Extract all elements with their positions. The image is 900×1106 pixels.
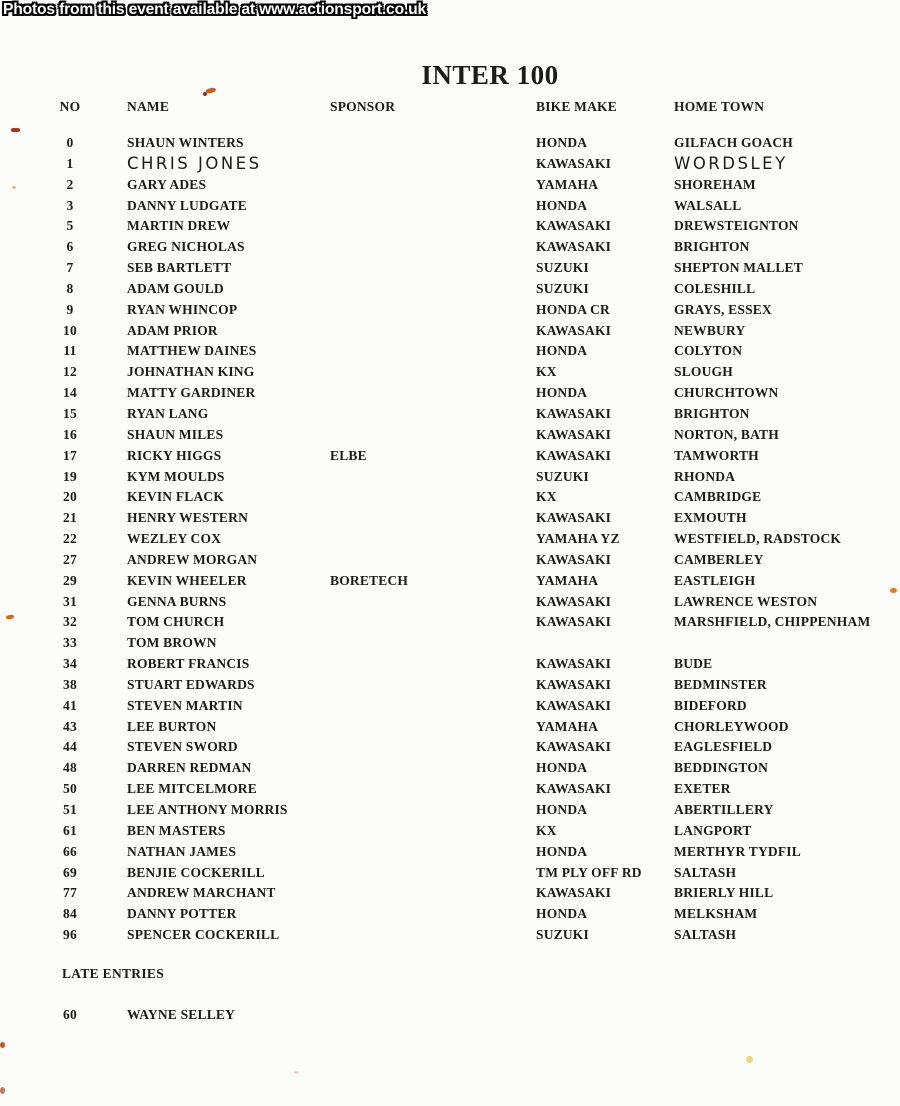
table-row	[0, 425, 900, 446]
cell-bike-make: KAWASAKI	[536, 239, 612, 255]
cell-home-town: CHORLEYWOOD	[674, 718, 789, 734]
cell-home-town: WESTFIELD, RADSTOCK	[674, 531, 842, 547]
table-row	[0, 779, 900, 800]
cell-bike-make: KAWASAKI	[536, 676, 612, 692]
cell-name: WEZLEY COX	[127, 531, 222, 547]
cell-name: HENRY WESTERN	[127, 510, 249, 526]
table-row	[0, 216, 900, 237]
cell-no: 33	[63, 635, 77, 651]
table-row	[0, 550, 900, 571]
cell-no: 0	[66, 135, 74, 150]
table-row	[0, 133, 900, 154]
cell-no: 96	[63, 927, 77, 943]
cell-bike-make: KAWASAKI	[536, 614, 612, 630]
cell-name: DARREN REDMAN	[127, 760, 252, 776]
col-header-name: NAME	[127, 99, 170, 114]
cell-bike-make: KAWASAKI	[536, 426, 612, 442]
cell-bike-make: YAMAHA	[536, 718, 599, 734]
table-row	[0, 592, 900, 613]
table-row	[0, 467, 900, 488]
table-row	[0, 883, 900, 904]
cell-no: 21	[63, 510, 77, 526]
cell-home-town: SHEPTON MALLET	[674, 260, 803, 276]
entries-table	[0, 133, 900, 946]
cell-name: JOHNATHAN KING	[127, 364, 255, 380]
cell-no: 43	[63, 718, 77, 734]
table-row	[0, 842, 900, 863]
cell-bike-make: KAWASAKI	[536, 593, 612, 609]
cell-no: 31	[63, 593, 77, 609]
cell-no: 84	[63, 906, 77, 922]
table-row	[0, 675, 900, 696]
cell-name: GREG NICHOLAS	[127, 239, 245, 255]
table-row	[0, 258, 900, 279]
cell-name: GARY ADES	[127, 176, 207, 192]
cell-no: 14	[63, 385, 77, 401]
table-row	[0, 508, 900, 529]
cell-home-town: SHOREHAM	[674, 176, 756, 192]
cell-home-town: WORDSLEY	[674, 153, 788, 173]
cell-no: 11	[63, 343, 77, 359]
table-row	[0, 362, 900, 383]
cell-home-town: SALTASH	[674, 864, 737, 880]
table-row	[0, 904, 900, 925]
cell-bike-make: KAWASAKI	[536, 551, 612, 567]
scan-speck	[11, 128, 20, 132]
scan-speck	[746, 1056, 753, 1063]
cell-no: 29	[63, 572, 77, 588]
cell-name: SEB BARTLETT	[127, 260, 232, 276]
cell-name: NATHAN JAMES	[127, 843, 237, 859]
cell-sponsor: ELBE	[330, 447, 367, 463]
cell-name: MATTHEW DAINES	[127, 343, 257, 359]
table-row	[0, 612, 900, 633]
scan-speck	[206, 87, 217, 94]
cell-home-town: SALTASH	[674, 927, 737, 943]
cell-no: 69	[63, 864, 77, 880]
table-row	[0, 487, 900, 508]
cell-home-town: EXMOUTH	[674, 510, 747, 526]
cell-name: MATTY GARDINER	[127, 385, 256, 401]
cell-name: GENNA BURNS	[127, 593, 227, 609]
cell-bike-make: KAWASAKI	[536, 510, 612, 526]
table-row	[0, 446, 900, 467]
cell-no: 41	[63, 697, 77, 713]
cell-name: BEN MASTERS	[127, 822, 226, 838]
scan-speck	[294, 1071, 299, 1074]
cell-name: BENJIE COCKERILL	[127, 864, 265, 880]
cell-home-town: EXETER	[674, 781, 731, 797]
cell-bike-make: SUZUKI	[536, 280, 589, 296]
table-row	[0, 571, 900, 592]
cell-no: 17	[63, 447, 77, 463]
cell-no: 50	[63, 781, 77, 797]
scan-speck	[203, 92, 207, 96]
table-row	[0, 279, 900, 300]
late-entries-table	[0, 1005, 900, 1026]
cell-home-town: BRIERLY HILL	[674, 885, 774, 901]
cell-no: 32	[63, 614, 77, 630]
table-row	[0, 800, 900, 821]
table-row	[0, 696, 900, 717]
table-row	[0, 529, 900, 550]
cell-name: STEVEN MARTIN	[127, 697, 243, 713]
cell-home-town: DREWSTEIGNTON	[674, 218, 799, 234]
cell-name: TOM BROWN	[127, 635, 217, 651]
cell-name: KEVIN FLACK	[127, 489, 225, 505]
cell-bike-make: HONDA	[536, 843, 588, 859]
cell-name: ADAM PRIOR	[127, 322, 218, 338]
col-header-home-town: HOME TOWN	[674, 99, 765, 114]
cell-name: CHRIS JONES	[127, 153, 262, 173]
cell-name: DANNY POTTER	[127, 906, 237, 922]
cell-name: MARTIN DREW	[127, 218, 231, 234]
cell-bike-make: KAWASAKI	[536, 697, 612, 713]
cell-bike-make: HONDA	[536, 906, 588, 922]
scan-speck	[12, 186, 16, 189]
cell-home-town: CAMBERLEY	[674, 551, 764, 567]
cell-no: 16	[63, 426, 77, 442]
cell-bike-make: YAMAHA	[536, 572, 599, 588]
cell-no: 10	[63, 322, 77, 338]
table-row	[0, 654, 900, 675]
cell-no: 60	[63, 1007, 77, 1022]
cell-no: 27	[63, 551, 77, 567]
col-header-sponsor: SPONSOR	[330, 99, 396, 114]
cell-name: LEE BURTON	[127, 718, 217, 734]
cell-no: 38	[63, 676, 77, 692]
table-row	[0, 154, 900, 175]
table-row	[0, 863, 900, 884]
cell-name: KEVIN WHEELER	[127, 572, 247, 588]
cell-no: 66	[63, 843, 77, 859]
cell-name: SHAUN MILES	[127, 426, 224, 442]
cell-no: 12	[63, 364, 77, 380]
cell-no: 6	[66, 239, 74, 255]
cell-no: 22	[63, 531, 77, 547]
cell-name: RICKY HIGGS	[127, 447, 222, 463]
cell-bike-make: SUZUKI	[536, 927, 589, 943]
cell-name: ROBERT FRANCIS	[127, 656, 250, 672]
table-row	[0, 383, 900, 404]
cell-name: ANDREW MARCHANT	[127, 885, 276, 901]
table-row	[0, 925, 900, 946]
cell-home-town: BUDE	[674, 656, 713, 672]
cell-no: 7	[66, 260, 74, 276]
scan-speck	[0, 1087, 5, 1094]
cell-home-town: BIDEFORD	[674, 697, 747, 713]
cell-bike-make: TM PLY OFF RD	[536, 864, 642, 880]
table-row	[0, 404, 900, 425]
cell-home-town: EAGLESFIELD	[674, 739, 773, 755]
cell-name: SHAUN WINTERS	[127, 135, 244, 150]
cell-no: 51	[63, 802, 77, 817]
cell-name: SPENCER COCKERILL	[127, 927, 280, 943]
cell-home-town: MERTHYR TYDFIL	[674, 843, 801, 859]
col-header-no: NO	[59, 99, 81, 114]
cell-no: 20	[63, 489, 77, 505]
cell-home-town: BRIGHTON	[674, 239, 750, 255]
table-row	[0, 737, 900, 758]
cell-bike-make: HONDA CR	[536, 301, 610, 317]
cell-home-town: EASTLEIGH	[674, 572, 756, 588]
cell-home-town: CHURCHTOWN	[674, 385, 779, 401]
cell-bike-make: YAMAHA	[536, 176, 599, 192]
cell-no: 34	[63, 656, 77, 672]
cell-no: 77	[63, 885, 77, 901]
photo-availability-banner: Photos from this event available at www.actionsport.co.uk	[3, 1, 427, 18]
cell-bike-make: KAWASAKI	[536, 885, 612, 901]
cell-no: 8	[66, 280, 74, 296]
cell-name: TOM CHURCH	[127, 614, 225, 630]
cell-name: STEVEN SWORD	[127, 739, 238, 755]
table-row	[0, 717, 900, 738]
cell-no: 1	[66, 155, 74, 171]
cell-bike-make: KX	[536, 364, 557, 380]
cell-no: 48	[63, 760, 77, 776]
late-entries-heading: LATE ENTRIES	[62, 966, 165, 981]
scan-speck	[890, 588, 897, 593]
cell-home-town: GILFACH GOACH	[674, 135, 793, 150]
cell-home-town: BRIGHTON	[674, 405, 750, 421]
cell-home-town: MELKSHAM	[674, 906, 758, 922]
cell-no: 15	[63, 405, 77, 421]
cell-bike-make: KAWASAKI	[536, 322, 612, 338]
table-row	[0, 1005, 900, 1026]
col-header-bike-make: BIKE MAKE	[536, 99, 617, 114]
cell-home-town: WALSALL	[674, 197, 742, 213]
cell-home-town: COLESHILL	[674, 280, 756, 296]
cell-home-town: NORTON, BATH	[674, 426, 779, 442]
cell-bike-make: KAWASAKI	[536, 218, 612, 234]
cell-bike-make: HONDA	[536, 385, 588, 401]
cell-bike-make: KAWASAKI	[536, 405, 612, 421]
cell-home-town: TAMWORTH	[674, 447, 759, 463]
cell-no: 44	[63, 739, 77, 755]
table-row	[0, 237, 900, 258]
table-row	[0, 300, 900, 321]
cell-bike-make: HONDA	[536, 135, 588, 150]
cell-home-town: BEDDINGTON	[674, 760, 769, 776]
cell-name: LEE ANTHONY MORRIS	[127, 802, 288, 817]
cell-no: 9	[66, 301, 74, 317]
cell-bike-make: SUZUKI	[536, 260, 589, 276]
cell-name: RYAN WHINCOP	[127, 301, 238, 317]
cell-home-town: RHONDA	[674, 468, 736, 484]
cell-bike-make: SUZUKI	[536, 468, 589, 484]
cell-home-town: COLYTON	[674, 343, 743, 359]
page-title: INTER 100	[421, 60, 559, 90]
cell-bike-make: HONDA	[536, 197, 588, 213]
cell-bike-make: HONDA	[536, 802, 588, 817]
cell-name: LEE MITCELMORE	[127, 781, 257, 797]
cell-home-town: MARSHFIELD, CHIPPENHAM	[674, 614, 871, 630]
cell-home-town: LAWRENCE WESTON	[674, 593, 818, 609]
cell-name: KYM MOULDS	[127, 468, 225, 484]
cell-home-town: SLOUGH	[674, 364, 733, 380]
table-row	[0, 175, 900, 196]
cell-name: ADAM GOULD	[127, 280, 224, 296]
cell-bike-make: HONDA	[536, 760, 588, 776]
cell-bike-make: KAWASAKI	[536, 155, 612, 171]
cell-name: DANNY LUDGATE	[127, 197, 247, 213]
cell-name: ANDREW MORGAN	[127, 551, 258, 567]
cell-home-town: LANGPORT	[674, 822, 752, 838]
cell-name: WAYNE SELLEY	[127, 1007, 236, 1022]
cell-name: STUART EDWARDS	[127, 676, 255, 692]
table-header	[0, 97, 900, 117]
cell-home-town: GRAYS, ESSEX	[674, 301, 772, 317]
cell-name: RYAN LANG	[127, 405, 209, 421]
cell-no: 61	[63, 822, 77, 838]
table-row	[0, 196, 900, 217]
cell-bike-make: YAMAHA YZ	[536, 531, 620, 547]
cell-sponsor: BORETECH	[330, 572, 409, 588]
cell-home-town: CAMBRIDGE	[674, 489, 762, 505]
table-row	[0, 341, 900, 362]
cell-bike-make: HONDA	[536, 343, 588, 359]
table-row	[0, 633, 900, 654]
scan-speck	[0, 1042, 5, 1048]
table-row	[0, 321, 900, 342]
cell-home-town: ABERTILLERY	[674, 802, 774, 817]
cell-no: 19	[63, 468, 77, 484]
cell-bike-make: KX	[536, 822, 557, 838]
cell-bike-make: KAWASAKI	[536, 781, 612, 797]
cell-home-town: BEDMINSTER	[674, 676, 767, 692]
cell-no: 5	[66, 218, 74, 234]
cell-bike-make: KAWASAKI	[536, 739, 612, 755]
cell-no: 3	[66, 197, 74, 213]
cell-home-town: NEWBURY	[674, 322, 746, 338]
cell-bike-make: KAWASAKI	[536, 447, 612, 463]
cell-bike-make: KAWASAKI	[536, 656, 612, 672]
table-row	[0, 758, 900, 779]
table-row	[0, 821, 900, 842]
cell-no: 2	[66, 176, 74, 192]
cell-bike-make: KX	[536, 489, 557, 505]
